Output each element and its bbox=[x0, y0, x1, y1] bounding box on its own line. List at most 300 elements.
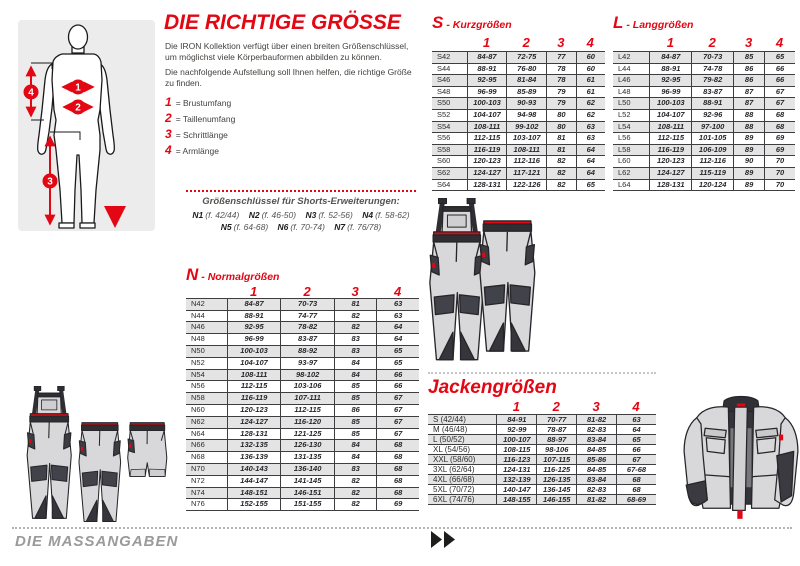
legend-label-2: = Taillenumfang bbox=[175, 114, 236, 124]
size-label-cell: N60 bbox=[186, 405, 227, 416]
column-header: 3 bbox=[546, 35, 575, 51]
size-value-cell: 100-107 bbox=[496, 435, 536, 444]
size-value-cell: 60 bbox=[576, 52, 605, 63]
column-header: 3 bbox=[334, 287, 376, 298]
legend-label-1: = Brustumfang bbox=[175, 98, 232, 108]
size-value-cell: 68 bbox=[616, 485, 656, 494]
size-value-cell: 124-131 bbox=[496, 465, 536, 474]
size-row-n76 bbox=[186, 498, 419, 510]
size-row-l62 bbox=[613, 167, 795, 179]
size-value-cell: 69 bbox=[764, 133, 795, 144]
size-value-cell: 70-73 bbox=[280, 299, 334, 310]
size-value-cell: 115-119 bbox=[691, 168, 733, 179]
shorts-range: (f. 58-62) bbox=[375, 209, 410, 220]
size-value-cell: 146-155 bbox=[536, 495, 576, 504]
marker-3: 3 bbox=[47, 176, 53, 188]
size-row-n70 bbox=[186, 463, 419, 475]
size-value-cell: 68 bbox=[376, 440, 419, 451]
section-normalgroessen bbox=[186, 266, 419, 511]
size-label-cell: S60 bbox=[432, 156, 467, 167]
size-value-cell: 93-97 bbox=[280, 358, 334, 369]
size-row-n48 bbox=[186, 333, 419, 345]
size-value-cell: 67 bbox=[376, 417, 419, 428]
size-value-cell: 108-115 bbox=[496, 445, 536, 454]
size-value-cell: 124-127 bbox=[649, 168, 691, 179]
size-label-cell: S52 bbox=[432, 110, 467, 121]
section-langgroessen bbox=[613, 14, 795, 191]
size-row-s60 bbox=[432, 155, 605, 167]
size-row-6xl7476 bbox=[428, 494, 656, 504]
column-header: 1 bbox=[227, 287, 281, 298]
kurzgroessen-suffix: - Kurzgrößen bbox=[446, 19, 512, 31]
size-label-cell: N54 bbox=[186, 370, 227, 381]
size-value-cell: 136-139 bbox=[227, 452, 281, 463]
size-value-cell: 84-87 bbox=[227, 299, 281, 310]
size-row-l44 bbox=[613, 63, 795, 75]
column-header: 4 bbox=[376, 287, 419, 298]
size-label-cell: N42 bbox=[186, 299, 227, 310]
size-value-cell: 108-111 bbox=[227, 370, 281, 381]
size-value-cell: 106-109 bbox=[691, 145, 733, 156]
size-value-cell: 92-99 bbox=[496, 425, 536, 434]
marker-2: 2 bbox=[75, 102, 81, 114]
size-row-l56 bbox=[613, 132, 795, 144]
size-value-cell: 64 bbox=[616, 425, 656, 434]
size-value-cell: 84-85 bbox=[576, 445, 616, 454]
size-value-cell: 67 bbox=[764, 87, 795, 98]
size-value-cell: 78 bbox=[546, 75, 575, 86]
size-row-s62 bbox=[432, 167, 605, 179]
size-value-cell: 70-77 bbox=[536, 415, 576, 424]
size-row-n72 bbox=[186, 475, 419, 487]
size-value-cell: 82-83 bbox=[576, 485, 616, 494]
size-value-cell: 65 bbox=[376, 358, 419, 369]
intro-paragraph-1: Die IRON Kollektion verfügt über einen breiten Größenschlüssel, um möglichst viele Körperbauformen abbilden zu können. bbox=[165, 41, 409, 63]
next-page-chevrons-icon bbox=[431, 531, 458, 548]
size-value-cell: 65 bbox=[764, 52, 795, 63]
size-value-cell: 76-80 bbox=[506, 64, 546, 75]
size-value-cell: 84 bbox=[334, 440, 376, 451]
size-value-cell: 128-131 bbox=[467, 180, 507, 191]
size-value-cell: 131-135 bbox=[280, 452, 334, 463]
column-header: 1 bbox=[649, 35, 691, 51]
kurzgroessen-title bbox=[432, 14, 605, 32]
down-triangle-icon bbox=[104, 206, 126, 228]
header-spacer bbox=[428, 400, 496, 414]
column-header: 1 bbox=[496, 400, 536, 414]
size-value-cell: 81-82 bbox=[576, 415, 616, 424]
size-row-m4648 bbox=[428, 424, 656, 434]
size-value-cell: 83 bbox=[334, 464, 376, 475]
size-value-cell: 86 bbox=[733, 64, 764, 75]
legend-num-1: 1 bbox=[165, 95, 172, 109]
size-value-cell: 63 bbox=[576, 133, 605, 144]
size-label-cell: S48 bbox=[432, 87, 467, 98]
shorts-code: N4 bbox=[362, 209, 374, 220]
size-value-cell: 84-85 bbox=[576, 465, 616, 474]
size-value-cell: 66 bbox=[376, 370, 419, 381]
size-label-cell: 4XL (66/68) bbox=[428, 475, 496, 484]
column-header: 4 bbox=[764, 35, 795, 51]
size-value-cell: 121-125 bbox=[280, 429, 334, 440]
size-value-cell: 79-82 bbox=[691, 75, 733, 86]
size-value-cell: 86 bbox=[733, 75, 764, 86]
size-value-cell: 101-105 bbox=[691, 133, 733, 144]
size-row-n64 bbox=[186, 428, 419, 440]
size-value-cell: 70 bbox=[764, 168, 795, 179]
size-label-cell: S44 bbox=[432, 64, 467, 75]
size-label-cell: N52 bbox=[186, 358, 227, 369]
size-label-cell: N70 bbox=[186, 464, 227, 475]
size-row-n74 bbox=[186, 487, 419, 499]
size-value-cell: 140-143 bbox=[227, 464, 281, 475]
size-value-cell: 89 bbox=[733, 133, 764, 144]
size-value-cell: 148-151 bbox=[227, 488, 281, 499]
size-value-cell: 120-123 bbox=[649, 156, 691, 167]
size-value-cell: 62 bbox=[576, 110, 605, 121]
shorts-code: N6 bbox=[277, 222, 289, 232]
size-value-cell: 151-155 bbox=[280, 499, 334, 510]
size-value-cell: 124-127 bbox=[227, 417, 281, 428]
header-spacer bbox=[186, 287, 227, 298]
shorts-illustration bbox=[128, 423, 167, 477]
size-value-cell: 92-95 bbox=[227, 322, 281, 333]
size-value-cell: 88-91 bbox=[649, 64, 691, 75]
size-value-cell: 107-111 bbox=[280, 393, 334, 404]
size-value-cell: 84 bbox=[334, 370, 376, 381]
size-value-cell: 108-111 bbox=[649, 122, 691, 133]
size-value-cell: 116-125 bbox=[536, 465, 576, 474]
size-row-n56 bbox=[186, 380, 419, 392]
table-header-row bbox=[186, 287, 419, 298]
size-value-cell: 83-87 bbox=[691, 87, 733, 98]
size-value-cell: 78-82 bbox=[280, 322, 334, 333]
size-value-cell: 83-87 bbox=[280, 334, 334, 345]
size-value-cell: 85 bbox=[334, 381, 376, 392]
langgroessen-letter: L bbox=[613, 13, 624, 32]
size-value-cell: 88-91 bbox=[227, 311, 281, 322]
shorts-size-key-box bbox=[186, 190, 416, 232]
size-value-cell: 81-82 bbox=[576, 495, 616, 504]
jackengroessen-title: Jackengrößen bbox=[428, 377, 557, 398]
size-value-cell: 65 bbox=[576, 180, 605, 191]
size-value-cell: 84-87 bbox=[649, 52, 691, 63]
section-kurzgroessen bbox=[432, 14, 605, 191]
size-value-cell: 116-120 bbox=[280, 417, 334, 428]
intro-paragraph-2: Die nachfolgende Aufstellung soll Ihnen helfen, die richtige Größe zu finden. bbox=[165, 67, 412, 89]
size-value-cell: 116-119 bbox=[227, 393, 281, 404]
normalgroessen-table bbox=[186, 287, 419, 511]
langgroessen-title bbox=[613, 14, 795, 32]
size-label-cell: XL (54/56) bbox=[428, 445, 496, 454]
size-value-cell: 112-116 bbox=[691, 156, 733, 167]
size-value-cell: 63 bbox=[616, 415, 656, 424]
size-value-cell: 100-103 bbox=[467, 98, 507, 109]
shorts-code: N2 bbox=[248, 209, 260, 220]
size-label-cell: N68 bbox=[186, 452, 227, 463]
size-label-cell: L (50/52) bbox=[428, 435, 496, 444]
column-header: 2 bbox=[506, 35, 546, 51]
header-spacer bbox=[613, 35, 649, 51]
size-label-cell: N46 bbox=[186, 322, 227, 333]
size-row-n62 bbox=[186, 416, 419, 428]
legend-num-2: 2 bbox=[165, 111, 172, 125]
size-value-cell: 70 bbox=[764, 180, 795, 191]
bib-overall-illustration bbox=[27, 386, 71, 518]
size-row-s48 bbox=[432, 86, 605, 98]
section-jackengroessen bbox=[428, 372, 656, 505]
size-label-cell: N64 bbox=[186, 429, 227, 440]
size-value-cell: 67 bbox=[616, 455, 656, 464]
size-row-xxl5860 bbox=[428, 454, 656, 464]
size-value-cell: 66 bbox=[616, 445, 656, 454]
size-value-cell: 107-115 bbox=[536, 455, 576, 464]
size-label-cell: L58 bbox=[613, 145, 649, 156]
size-value-cell: 66 bbox=[764, 75, 795, 86]
size-value-cell: 92-95 bbox=[467, 75, 507, 86]
size-value-cell: 117-121 bbox=[506, 168, 546, 179]
size-label-cell: L54 bbox=[613, 122, 649, 133]
size-value-cell: 64 bbox=[576, 168, 605, 179]
shorts-range: (f. 64-68) bbox=[233, 222, 269, 232]
shorts-code: N5 bbox=[220, 222, 232, 232]
normalgroessen-title bbox=[186, 266, 419, 284]
shorts-code: N1 bbox=[192, 209, 204, 220]
size-row-s50 bbox=[432, 97, 605, 109]
footer-divider bbox=[12, 527, 792, 529]
size-value-cell: 87 bbox=[733, 98, 764, 109]
size-row-l48 bbox=[613, 86, 795, 98]
size-label-cell: N74 bbox=[186, 488, 227, 499]
size-value-cell: 83-84 bbox=[576, 435, 616, 444]
size-label-cell: L60 bbox=[613, 156, 649, 167]
size-value-cell: 136-140 bbox=[280, 464, 334, 475]
size-row-n50 bbox=[186, 345, 419, 357]
size-value-cell: 67 bbox=[376, 393, 419, 404]
size-row-s58 bbox=[432, 144, 605, 156]
size-value-cell: 88-91 bbox=[467, 64, 507, 75]
size-value-cell: 63 bbox=[376, 311, 419, 322]
size-value-cell: 79 bbox=[546, 87, 575, 98]
shorts-code: N7 bbox=[334, 222, 346, 232]
size-value-cell: 85 bbox=[334, 393, 376, 404]
size-value-cell: 83-84 bbox=[576, 475, 616, 484]
size-label-cell: L64 bbox=[613, 180, 649, 191]
size-value-cell: 65 bbox=[616, 435, 656, 444]
langgroessen-suffix: - Langgrößen bbox=[626, 19, 694, 31]
size-label-cell: 3XL (62/64) bbox=[428, 465, 496, 474]
size-row-l46 bbox=[613, 74, 795, 86]
shorts-range: (f. 42/44) bbox=[205, 209, 240, 220]
size-value-cell: 62 bbox=[576, 98, 605, 109]
size-value-cell: 74-78 bbox=[691, 64, 733, 75]
legend-label-3: = Schrittlänge bbox=[175, 130, 228, 140]
size-value-cell: 85-86 bbox=[576, 455, 616, 464]
size-label-cell: S50 bbox=[432, 98, 467, 109]
size-row-l64 bbox=[613, 179, 795, 191]
size-value-cell: 88-92 bbox=[280, 346, 334, 357]
table-header-row bbox=[432, 35, 605, 51]
size-value-cell: 136-145 bbox=[536, 485, 576, 494]
size-value-cell: 132-139 bbox=[496, 475, 536, 484]
normalgroessen-letter: N bbox=[186, 265, 199, 284]
size-row-l54 bbox=[613, 121, 795, 133]
size-row-s42 bbox=[432, 51, 605, 63]
size-value-cell: 96-99 bbox=[227, 334, 281, 345]
size-value-cell: 120-124 bbox=[691, 180, 733, 191]
size-value-cell: 74-77 bbox=[280, 311, 334, 322]
size-label-cell: S56 bbox=[432, 133, 467, 144]
size-row-5xl7072 bbox=[428, 484, 656, 494]
table-header-row bbox=[613, 35, 795, 51]
size-value-cell: 68 bbox=[376, 476, 419, 487]
size-value-cell: 120-123 bbox=[467, 156, 507, 167]
size-label-cell: L48 bbox=[613, 87, 649, 98]
size-value-cell: 60 bbox=[576, 64, 605, 75]
size-value-cell: 72-75 bbox=[506, 52, 546, 63]
size-value-cell: 96-99 bbox=[467, 87, 507, 98]
size-label-cell: N48 bbox=[186, 334, 227, 345]
size-label-cell: N56 bbox=[186, 381, 227, 392]
size-row-s54 bbox=[432, 121, 605, 133]
size-label-cell: N62 bbox=[186, 417, 227, 428]
legend-item-inseam bbox=[165, 127, 228, 141]
size-value-cell: 67-68 bbox=[616, 465, 656, 474]
size-row-n68 bbox=[186, 451, 419, 463]
size-row-n46 bbox=[186, 321, 419, 333]
size-value-cell: 85 bbox=[334, 429, 376, 440]
size-row-n66 bbox=[186, 439, 419, 451]
bib-overall-illustration bbox=[430, 198, 484, 360]
kurzgroessen-table bbox=[432, 35, 605, 191]
size-value-cell: 126-130 bbox=[280, 440, 334, 451]
header-spacer bbox=[432, 35, 467, 51]
legend-item-chest bbox=[165, 95, 231, 109]
size-value-cell: 89 bbox=[733, 145, 764, 156]
size-value-cell: 66 bbox=[376, 381, 419, 392]
size-row-s44 bbox=[432, 63, 605, 75]
size-value-cell: 98-106 bbox=[536, 445, 576, 454]
shorts-key-title: Größenschlüssel für Shorts-Erweiterungen: bbox=[202, 196, 400, 207]
size-value-cell: 92-95 bbox=[649, 75, 691, 86]
size-value-cell: 68 bbox=[376, 488, 419, 499]
column-header: 3 bbox=[576, 400, 616, 414]
footer-title: DIE MASSANGABEN bbox=[15, 533, 179, 550]
size-value-cell: 140-147 bbox=[496, 485, 536, 494]
size-label-cell: S54 bbox=[432, 122, 467, 133]
size-value-cell: 67 bbox=[764, 98, 795, 109]
size-row-s64 bbox=[432, 179, 605, 191]
shorts-range: (f. 76/78) bbox=[347, 222, 382, 232]
size-value-cell: 152-155 bbox=[227, 499, 281, 510]
shorts-range: (f. 46-50) bbox=[261, 209, 297, 220]
size-value-cell: 84-91 bbox=[496, 415, 536, 424]
size-value-cell: 79 bbox=[546, 98, 575, 109]
size-row-s4244 bbox=[428, 414, 656, 424]
size-row-3xl6264 bbox=[428, 464, 656, 474]
size-value-cell: 100-103 bbox=[227, 346, 281, 357]
shorts-code: N3 bbox=[305, 209, 317, 220]
size-value-cell: 83 bbox=[334, 346, 376, 357]
size-value-cell: 104-107 bbox=[467, 110, 507, 121]
work-trousers-illustration bbox=[480, 221, 535, 351]
size-value-cell: 80 bbox=[546, 122, 575, 133]
size-row-l42 bbox=[613, 51, 795, 63]
size-value-cell: 81-84 bbox=[506, 75, 546, 86]
size-value-cell: 68 bbox=[376, 464, 419, 475]
size-value-cell: 112-116 bbox=[506, 156, 546, 167]
size-value-cell: 66 bbox=[764, 64, 795, 75]
size-value-cell: 88 bbox=[733, 110, 764, 121]
size-value-cell: 112-115 bbox=[649, 133, 691, 144]
size-label-cell: N44 bbox=[186, 311, 227, 322]
size-value-cell: 132-135 bbox=[227, 440, 281, 451]
legend-item-arm bbox=[165, 143, 219, 157]
size-value-cell: 112-115 bbox=[227, 381, 281, 392]
garment-pair-illustration bbox=[426, 198, 540, 374]
size-row-n60 bbox=[186, 404, 419, 416]
size-label-cell: L50 bbox=[613, 98, 649, 109]
size-label-cell: L42 bbox=[613, 52, 649, 63]
shorts-key-line-2 bbox=[186, 222, 416, 232]
normalgroessen-suffix: - Normalgrößen bbox=[201, 271, 280, 283]
size-label-cell: L52 bbox=[613, 110, 649, 121]
size-value-cell: 82 bbox=[334, 499, 376, 510]
size-value-cell: 108-111 bbox=[506, 145, 546, 156]
size-label-cell: L62 bbox=[613, 168, 649, 179]
size-value-cell: 68 bbox=[764, 110, 795, 121]
kurzgroessen-letter: S bbox=[432, 13, 444, 32]
legend-num-3: 3 bbox=[165, 127, 172, 141]
size-value-cell: 97-100 bbox=[691, 122, 733, 133]
size-value-cell: 144-147 bbox=[227, 476, 281, 487]
column-header: 4 bbox=[576, 35, 605, 51]
size-value-cell: 70 bbox=[764, 156, 795, 167]
size-row-n44 bbox=[186, 310, 419, 322]
size-value-cell: 89 bbox=[733, 180, 764, 191]
size-value-cell: 82 bbox=[334, 488, 376, 499]
column-header: 4 bbox=[616, 400, 656, 414]
size-value-cell: 88-97 bbox=[536, 435, 576, 444]
column-header: 2 bbox=[691, 35, 733, 51]
size-value-cell: 98-102 bbox=[280, 370, 334, 381]
size-label-cell: N50 bbox=[186, 346, 227, 357]
shorts-range: (f. 70-74) bbox=[290, 222, 325, 232]
size-value-cell: 128-131 bbox=[649, 180, 691, 191]
size-value-cell: 116-123 bbox=[496, 455, 536, 464]
size-row-s56 bbox=[432, 132, 605, 144]
size-value-cell: 116-119 bbox=[467, 145, 507, 156]
size-value-cell: 68-69 bbox=[616, 495, 656, 504]
size-value-cell: 104-107 bbox=[227, 358, 281, 369]
size-value-cell: 85 bbox=[334, 417, 376, 428]
size-value-cell: 70-73 bbox=[691, 52, 733, 63]
size-value-cell: 78 bbox=[546, 64, 575, 75]
legend-label-4: = Armlänge bbox=[175, 146, 219, 156]
size-label-cell: N72 bbox=[186, 476, 227, 487]
size-value-cell: 146-151 bbox=[280, 488, 334, 499]
size-value-cell: 65 bbox=[376, 346, 419, 357]
size-value-cell: 100-103 bbox=[649, 98, 691, 109]
size-value-cell: 67 bbox=[376, 429, 419, 440]
size-value-cell: 103-106 bbox=[280, 381, 334, 392]
size-value-cell: 88 bbox=[733, 122, 764, 133]
work-trousers-illustration bbox=[79, 423, 121, 522]
shorts-range: (f. 52-56) bbox=[318, 209, 353, 220]
size-value-cell: 69 bbox=[764, 145, 795, 156]
size-value-cell: 81 bbox=[334, 299, 376, 310]
size-label-cell: M (46/48) bbox=[428, 425, 496, 434]
